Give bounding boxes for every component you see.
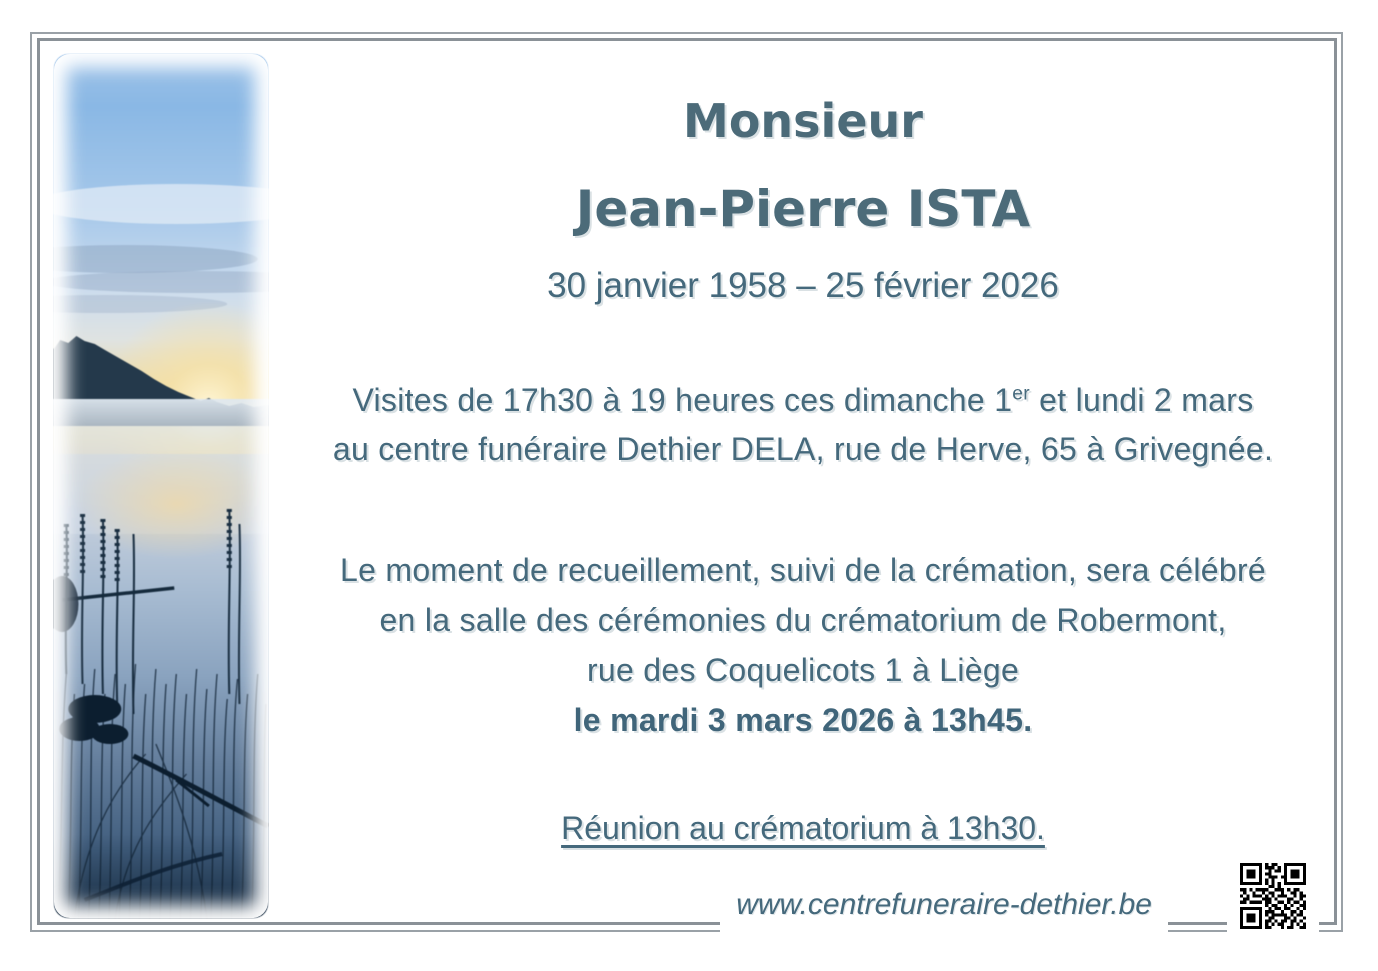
ceremony-paragraph (272, 545, 1334, 745)
visitation-line1: Visites de 17h30 à 19 heures ces dimanche 1 (352, 382, 1013, 418)
life-dates: 30 janvier 1958 – 25 février 2026 (547, 266, 1059, 305)
meeting-note (272, 810, 1334, 847)
ceremony-line3: rue des Coquelicots 1 à Liège (586, 652, 1020, 688)
ceremony-line1: Le moment de recueillement, suivi de la crémation, sera célébré (339, 552, 1266, 588)
visitation-line1-end: et lundi 2 mars (1029, 382, 1254, 418)
qr-code (1227, 857, 1319, 939)
ceremony-date-bold: le mardi 3 mars 2026 à 13h45. (573, 702, 1033, 738)
lake-sunrise-illustration (54, 54, 268, 918)
title-monsieur: Monsieur (683, 94, 923, 148)
qr-code-pattern (1235, 863, 1311, 929)
website-link[interactable]: www.centrefuneraire-dethier.be (720, 886, 1168, 938)
deceased-name: Jean-Pierre ISTA (575, 180, 1031, 238)
ceremony-line2: en la salle des cérémonies du crématorium de Robermont, (379, 602, 1227, 638)
visitation-line2: au centre funéraire Dethier DELA, rue de Herve, 65 à Grivegnée. (332, 431, 1274, 467)
memorial-landscape-photo (54, 54, 268, 918)
meeting-underlined-text: Réunion au crématorium à 13h30. (561, 810, 1045, 846)
ordinal-superscript: er (1012, 383, 1030, 405)
visitation-paragraph (272, 376, 1334, 474)
